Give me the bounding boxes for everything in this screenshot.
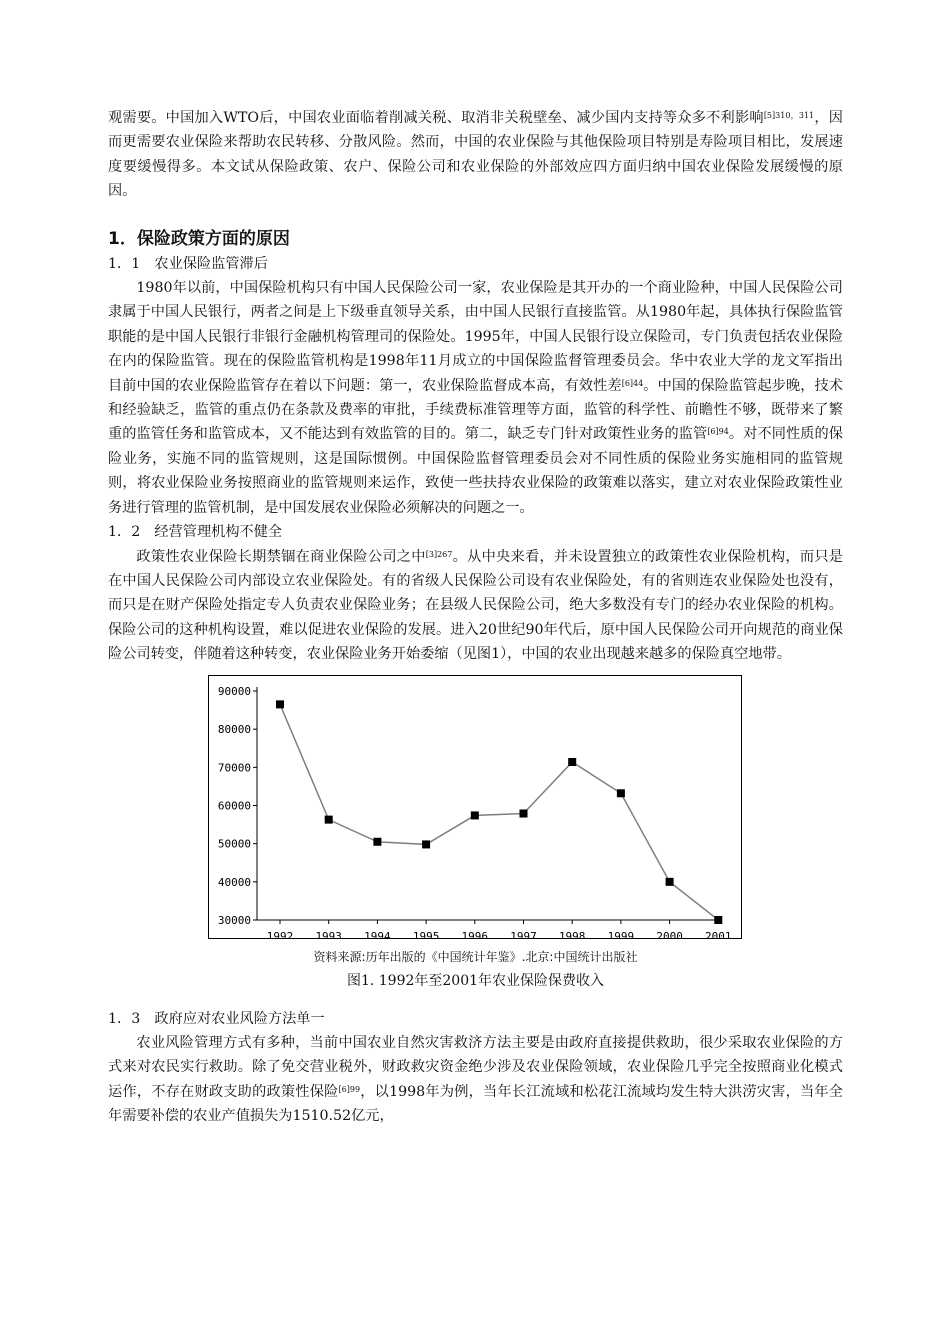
subsection-1-2-paragraph: 政策性农业保险长期禁锢在商业保险公司之中$^{[3]267}$。从中央来看，并未设置独立的政策性农业保险机构，而只是在中国人民保险公司内部设立农业保险处。有的省级人民保险公司设有农业保险处，有的省则连农业保险处也没有，而只是在财产保险处指定专人负责农业保险业务；在县级人民保险公司，绝大多数没有专门的经办农业保险的机构。保险公司的这种机构设置，难以促进农业保险的发展。进入20世纪90年代后，原中国人民保险公司开向规范的商业保险公司转变，伴随着这种转变，农业保险业务开始委缩（见图1），中国的农业出现越来越多的保险真空地带。 xyxy=(108,548,843,663)
data-point xyxy=(568,758,576,766)
document-page xyxy=(108,106,843,1129)
chart-frame xyxy=(209,675,742,938)
subsection-1-3-paragraph: 农业风险管理方式有多种，当前中国农业自然灾害救济方法主要是由政府直接提供救助，很少采取农业保险的方式来对农民实行救助。除了免交营业税外，财政救灾资金绝少涉及农业保险领域，农业保险几乎完全按照商业化模式运作，不存在财政支助的政策性保险$^{[6]99}$，以1998年为例，当年长江流域和松花江流域均发生特大洪涝灾害，当年全年需要补偿的农业产值损失为1510.52亿元， xyxy=(108,1034,843,1125)
y-tick-label: 60000 xyxy=(217,799,251,813)
y-tick-label: 30000 xyxy=(217,913,251,927)
intro-paragraph: 观需要。中国加入WTO后，中国农业面临着削减关税、取消非关税壁垒、减少国内支持等众多不利影响$^{[5]310,311}$，因而更需要农业保险来帮助农民转移、分散风险。然而，中国的农业保险与其他保险项目特别是寿险项目相比，发展速度要缓慢得多。本文试从保险政策、农户、保险公司和农业保险的外部效应四方面归纳中国农业保险发展缓慢的原因。 xyxy=(108,110,843,200)
data-point xyxy=(422,840,430,848)
x-tick-label: 2000 xyxy=(656,929,683,939)
x-tick-label: 1994 xyxy=(364,929,391,939)
citation: [3]267 xyxy=(425,549,453,559)
x-tick-label: 1999 xyxy=(607,929,635,939)
data-point xyxy=(471,811,479,819)
subsection-1-2-heading: 1．2 经营管理机构不健全 xyxy=(108,524,283,541)
x-tick-label: 1996 xyxy=(461,929,489,939)
x-tick-label: 1992 xyxy=(266,929,294,939)
subsection-1-1-paragraph: 1980年以前，中国保险机构只有中国人民保险公司一家，农业保险是其开办的一个商业险种，中国人民保险公司隶属于中国人民银行，两者之间是上下级垂直领导关系，由中国人民银行直接监管。从1980年起，具体执行保险监管职能的是中国人民银行非银行金融机构管理司的保险处。1995年，中国人民银行设立保险司，专门负责包括农业保险在内的保险监管。现在的保险监管机构是1998年11月成立的中国保险监督管理委员会。华中农业大学的龙文军指出目前中国的农业保险监管存在着以下问题：第一，农业保险监督成本高，有效性差$^{[6]44}$。中国的保险监管起步晚，技术和经验缺乏，监管的重点仍在条款及费率的审批，手续费标准管理等方面，监管的科学性、前瞻性不够，既带来了繁重的监管任务和监管成本，又不能达到有效监管的目的。第二，缺乏专门针对政策性业务的监管$^{[6]94}$。对不同性质的保险业务，实施不同的监管规则，这是国际惯例。中国保险监督管理委员会对不同性质的保险业务实施相同的监管规则，将农业保险业务按照商业的监管规则来运作，致使一些扶持农业保险的政策难以落实，建立对农业保险政策性业务进行管理的监管机制，是中国发展农业保险必须解决的问题之一。 xyxy=(108,280,843,516)
premium-income-chart xyxy=(208,675,742,939)
citation: [6]44 xyxy=(621,378,644,388)
data-point xyxy=(666,877,674,885)
citation: [6]94 xyxy=(707,427,729,437)
x-tick-label: 1998 xyxy=(558,929,586,939)
subsection-1-3-heading: 1．3 政府应对农业风险方法单一 xyxy=(108,1010,325,1027)
line-chart xyxy=(208,675,742,939)
section-1-title: 1．保险政策方面的原因 xyxy=(108,228,290,249)
subsection-1-1-heading: 1．1 农业保险监管滞后 xyxy=(108,255,268,272)
data-point xyxy=(373,837,381,845)
data-point xyxy=(520,809,528,817)
x-tick-label: 1997 xyxy=(510,929,537,939)
x-tick-label: 2001 xyxy=(705,929,732,939)
y-tick-label: 70000 xyxy=(217,760,251,774)
figure-source: 资料来源:历年出版的《中国统计年鉴》.北京:中国统计出版社 xyxy=(313,949,638,964)
data-point xyxy=(325,815,333,823)
citation: [6]99 xyxy=(338,1084,361,1094)
y-tick-label: 40000 xyxy=(217,875,251,889)
data-point xyxy=(276,700,284,708)
x-tick-label: 1995 xyxy=(412,929,440,939)
y-tick-label: 50000 xyxy=(217,837,251,851)
citation: [5]310，311 xyxy=(763,111,815,120)
data-point xyxy=(617,789,625,797)
data-point xyxy=(714,916,722,924)
x-tick-label: 1993 xyxy=(315,929,342,939)
y-tick-label: 90000 xyxy=(217,684,251,698)
y-tick-label: 80000 xyxy=(217,722,251,736)
figure-caption: 图1. 1992年至2001年农业保险保费收入 xyxy=(346,972,605,989)
